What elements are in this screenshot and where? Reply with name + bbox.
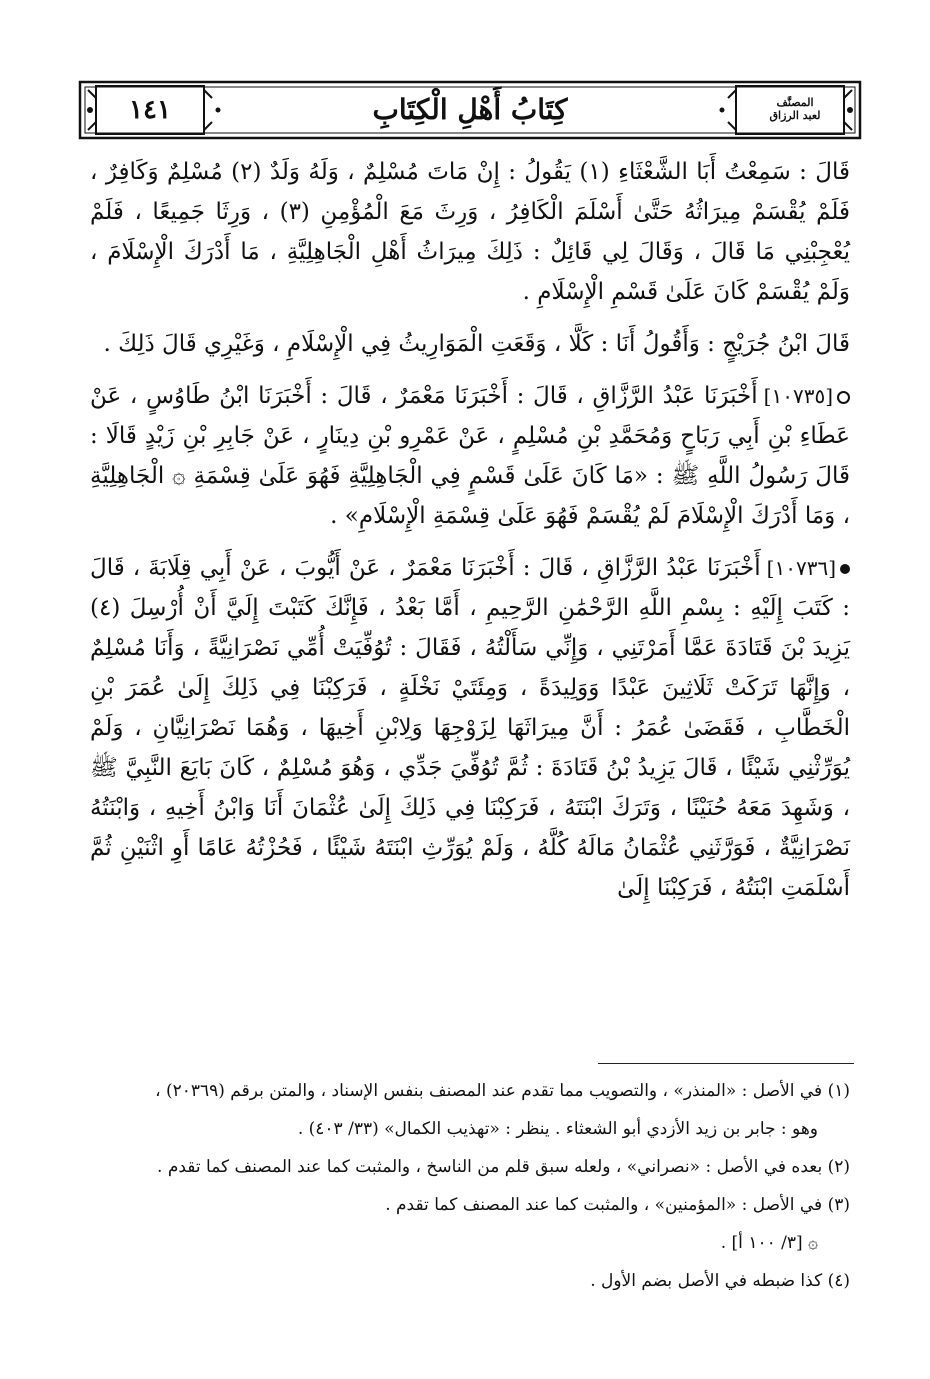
footnote-marker-ref: ۞ [٣/ ١٠٠ أ] . — [720, 1233, 818, 1253]
circle-marker — [837, 391, 850, 404]
footnote-2: (٢) بعده في الأصل : «نصراني» ، ولعله سبق قلم من الناسخ ، والمثبت كما عند المصنف كما تقدم . — [157, 1157, 850, 1177]
hadith-text: أَخْبَرَنَا عَبْدُ الرَّزَّاقِ ، قَالَ : أَخْبَرَنَا مَعْمَرٌ ، قَالَ : أَخْبَرَنَا ابْنُ طَاوُسٍ ، عَنْ عَطَاءِ بْنِ أَبِي رَبَاحٍ وَمُحَمَّدِ بْنِ مُسْلِمٍ ، عَنْ عَمْرِو بْنِ دِينَارٍ ، عَنْ جَابِرِ بْنِ زَيْدٍ قَالَا : قَالَ رَسُولُ اللَّهِ ﷺ : «مَا كَانَ عَلَىٰ قَسْمٍ فِي الْجَاهِلِيَّةِ فَهُوَ عَلَىٰ قِسْمَةِ ۞ الْجَاهِلِيَّةِ ، وَمَا أَدْرَكَ الْإِسْلَامَ لَمْ يُقْسَمْ فَهُوَ عَلَىٰ قِسْمَةِ الْإِسْلَامِ» . — [90, 383, 850, 529]
hadith-number: [١٠٧٣٦] — [766, 556, 836, 580]
footnote-separator — [598, 1063, 854, 1064]
bullet-marker — [840, 564, 850, 574]
page-header — [78, 80, 862, 140]
paragraph-1: قَالَ : سَمِعْتُ أَبَا الشَّعْثَاءِ (١) يَقُولُ : إِنْ مَاتَ مُسْلِمٌ ، وَلَهُ وَلَدٌ (٢) مُسْلِمٌ وَكَافِرٌ ، فَلَمْ يُقْسَمْ مِيرَاثُهُ حَتَّىٰ أَسْلَمَ الْكَافِرُ ، وَرِثَ مَعَ الْمُؤْمِنِ (٣) ، وَرِثَا جَمِيعًا ، فَلَمْ يُعْجِبْنِي مَا قَالَ ، وَقَالَ لِي قَائِلٌ : ذَلِكَ مِيرَاثُ أَهْلِ الْجَاهِلِيَّةِ ، مَا أَدْرَكَ الْإِسْلَامَ ، وَلَمْ يُقْسَمْ كَانَ عَلَىٰ قَسْمِ الْإِسْلَامِ . — [90, 159, 850, 305]
footnote-1: (١) في الأصل : «المنذر» ، والتصويب مما تقدم عند المصنف بنفس الإسناد ، والمتن برقم (٢٠٣٦٩) ، — [155, 1081, 850, 1101]
hadith-10736 — [90, 548, 850, 908]
page-number: ١٤١ — [129, 95, 171, 125]
footnotes — [90, 1076, 850, 1304]
seal-line-1: المصنَّف — [776, 96, 814, 110]
seal-line-2: لعبد الرزاق — [769, 109, 821, 122]
footnote-1-continuation: وهو : جابر بن زيد الأزدي أبو الشعثاء . ينظر : «تهذيب الكمال» (٣٣/ ٤٠٣) . — [297, 1119, 818, 1139]
footnote-4: (٤) كذا ضبطه في الأصل بضم الأول . — [590, 1271, 850, 1291]
book-title: كِتَابُ أَهْلِ الْكِتَابِ — [372, 92, 568, 126]
main-text — [90, 152, 850, 920]
hadith-text: أَخْبَرَنَا عَبْدُ الرَّزَّاقِ ، قَالَ : أَخْبَرَنَا مَعْمَرٌ ، عَنْ أَيُّوبَ ، عَنْ أَبِي قِلَابَةَ ، قَالَ : كَتَبَ إِلَيْهِ : بِسْمِ اللَّهِ الرَّحْمَٰنِ الرَّحِيمِ ، أَمَّا بَعْدُ ، فَإِنَّكَ كَتَبْتَ إِلَيَّ أَنْ أُرْسِلَ (٤) يَزِيدَ بْنَ قَتَادَةَ عَمَّا أَمَرْتَنِي ، وَإِنِّي سَأَلْتُهُ ، فَقَالَ : تُوُفِّيَتْ أُمِّي نَصْرَانِيَّةً ، وَأَنَا مُسْلِمٌ ، وَإِنَّهَا تَرَكَتْ ثَلَاثِينَ عَبْدًا وَوَلِيدَةً ، وَمِئَتَيْ نَخْلَةٍ ، فَرَكِبْنَا فِي ذَلِكَ إِلَىٰ عُمَرَ بْنِ الْخَطَّابِ ، فَقَضَىٰ عُمَرُ : أَنَّ مِيرَاثَهَا لِزَوْجِهَا وَلِابْنِ أَخِيهَا ، وَهُمَا نَصْرَانِيَّانِ ، وَلَمْ يُوَرِّثْنِي شَيْئًا ، قَالَ يَزِيدُ بْنُ قَتَادَةَ : ثُمَّ تُوُفِّيَ جَدِّي ، وَهُوَ مُسْلِمٌ ، كَانَ بَايَعَ النَّبِيَّ ﷺ ، وَشَهِدَ مَعَهُ حُنَيْنًا ، وَتَرَكَ ابْنَتَهُ ، فَرَكِبْنَا فِي ذَلِكَ إِلَىٰ عُثْمَانَ أَنَا وَابْنُ أَخِيهِ ، وَابْنَتُهُ نَصْرَانِيَّةٌ ، فَوَرَّثَنِي عُثْمَانُ مَالَهُ كُلَّهُ ، وَلَمْ يُوَرِّثِ ابْنَتَهُ شَيْئًا ، فَحُزْتُهُ عَامًا أَوِ اثْنَيْنِ ثُمَّ أَسْلَمَتِ ابْنَتُهُ ، فَرَكِبْنَا إِلَىٰ — [90, 555, 850, 901]
footnote-3: (٣) في الأصل : «المؤمنين» ، والمثبت كما عند المصنف كما تقدم . — [385, 1195, 850, 1215]
paragraph-2: قَالَ ابْنُ جُرَيْجٍ : وَأَقُولُ أَنَا : كَلَّا ، وَقَعَتِ الْمَوَارِيثُ فِي الْإِسْلَامِ ، وَغَيْرِي قَالَ ذَلِكَ . — [103, 331, 850, 357]
author-seal — [748, 88, 842, 132]
hadith-10735 — [90, 376, 850, 536]
hadith-number: [١٠٧٣٥] — [763, 384, 833, 408]
